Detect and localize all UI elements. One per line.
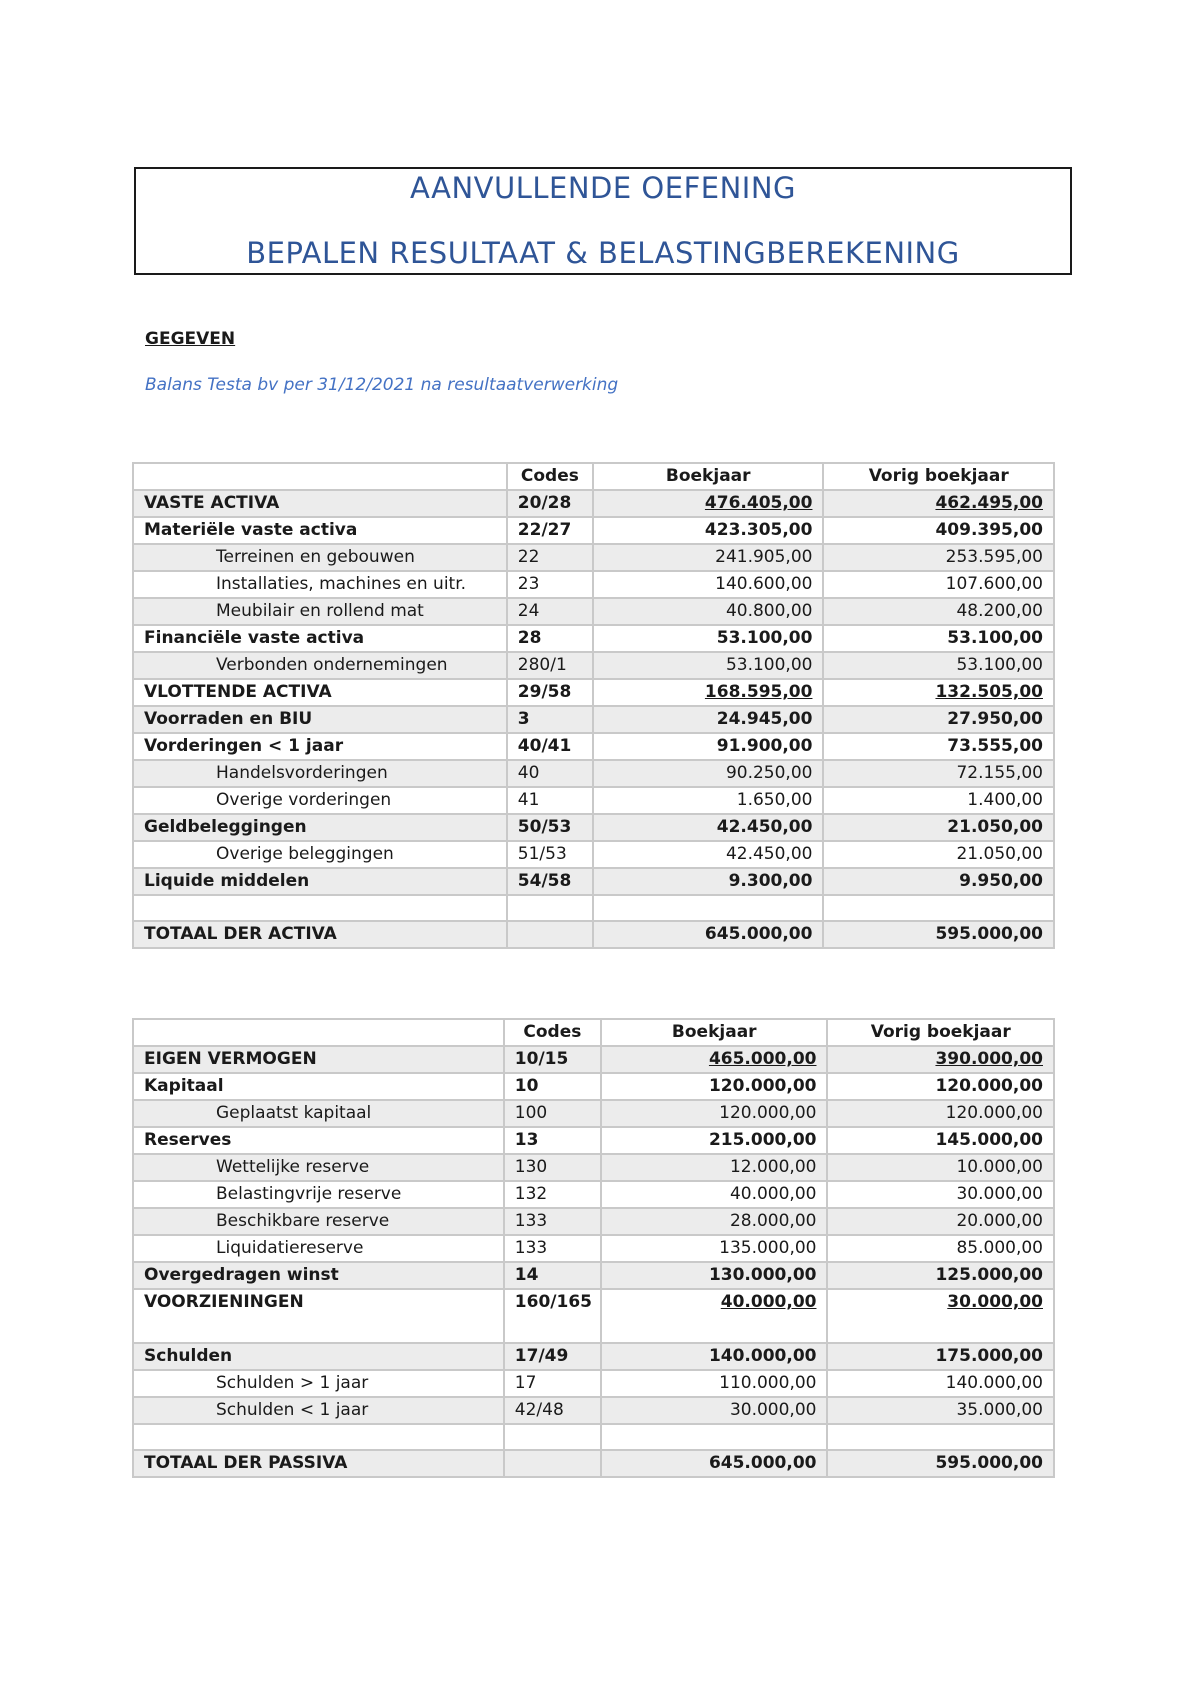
passiva-header-cell	[133, 1019, 504, 1046]
table-row	[133, 598, 1054, 625]
row-vorig-boekjaar: 145.000,00	[827, 1127, 1054, 1154]
row-boekjaar: 215.000,00	[601, 1127, 827, 1154]
row-boekjaar: 120.000,00	[601, 1100, 827, 1127]
row-vorig-boekjaar: 125.000,00	[827, 1262, 1054, 1289]
table-row	[133, 544, 1054, 571]
row-label: Overgedragen winst	[133, 1262, 504, 1289]
row-code: 133	[504, 1235, 601, 1262]
activa-header-cell: Vorig boekjaar	[823, 463, 1054, 490]
row-vorig-boekjaar: 140.000,00	[827, 1370, 1054, 1397]
row-boekjaar: 1.650,00	[593, 787, 824, 814]
row-vorig-boekjaar: 462.495,00	[823, 490, 1054, 517]
row-boekjaar: 12.000,00	[601, 1154, 827, 1181]
row-code	[507, 895, 593, 921]
row-code: 40	[507, 760, 593, 787]
table-row	[133, 1127, 1054, 1154]
row-vorig-boekjaar: 72.155,00	[823, 760, 1054, 787]
row-boekjaar: 110.000,00	[601, 1370, 827, 1397]
table-row	[133, 841, 1054, 868]
section-heading: GEGEVEN	[145, 329, 236, 349]
row-code: 14	[504, 1262, 601, 1289]
row-vorig-boekjaar: 409.395,00	[823, 517, 1054, 544]
passiva-table	[132, 1018, 1055, 1478]
row-label: TOTAAL DER ACTIVA	[133, 921, 507, 948]
passiva-header-cell: Vorig boekjaar	[827, 1019, 1054, 1046]
row-boekjaar: 476.405,00	[593, 490, 824, 517]
row-boekjaar: 168.595,00	[593, 679, 824, 706]
row-label: Installaties, machines en uitr.	[133, 571, 507, 598]
row-vorig-boekjaar: 107.600,00	[823, 571, 1054, 598]
row-code: 23	[507, 571, 593, 598]
activa-header-cell: Codes	[507, 463, 593, 490]
row-vorig-boekjaar: 30.000,00	[827, 1181, 1054, 1208]
row-vorig-boekjaar: 175.000,00	[827, 1343, 1054, 1370]
table-row	[133, 679, 1054, 706]
row-code: 41	[507, 787, 593, 814]
row-label: Overige vorderingen	[133, 787, 507, 814]
table-row	[133, 571, 1054, 598]
row-vorig-boekjaar: 253.595,00	[823, 544, 1054, 571]
row-label: Wettelijke reserve	[133, 1154, 504, 1181]
row-boekjaar	[593, 895, 824, 921]
row-code: 130	[504, 1154, 601, 1181]
row-boekjaar: 135.000,00	[601, 1235, 827, 1262]
title-box	[134, 167, 1072, 275]
row-label: EIGEN VERMOGEN	[133, 1046, 504, 1073]
row-code: 17	[504, 1370, 601, 1397]
row-code: 280/1	[507, 652, 593, 679]
table-row	[133, 733, 1054, 760]
table-row	[133, 1289, 1054, 1343]
row-code: 50/53	[507, 814, 593, 841]
row-boekjaar: 24.945,00	[593, 706, 824, 733]
row-boekjaar: 423.305,00	[593, 517, 824, 544]
row-code: 13	[504, 1127, 601, 1154]
row-boekjaar: 40.000,00	[601, 1289, 827, 1343]
row-code: 22/27	[507, 517, 593, 544]
row-code: 10/15	[504, 1046, 601, 1073]
activa-header-row	[133, 463, 1054, 490]
row-vorig-boekjaar: 85.000,00	[827, 1235, 1054, 1262]
row-code: 22	[507, 544, 593, 571]
row-vorig-boekjaar: 35.000,00	[827, 1397, 1054, 1424]
row-vorig-boekjaar: 48.200,00	[823, 598, 1054, 625]
row-label: VASTE ACTIVA	[133, 490, 507, 517]
row-boekjaar: 53.100,00	[593, 652, 824, 679]
row-code: 3	[507, 706, 593, 733]
activa-table	[132, 462, 1055, 949]
row-label: Liquide middelen	[133, 868, 507, 895]
row-code: 10	[504, 1073, 601, 1100]
row-label: Geplaatst kapitaal	[133, 1100, 504, 1127]
row-boekjaar: 140.000,00	[601, 1343, 827, 1370]
title-line-2: BEPALEN RESULTAAT & BELASTINGBEREKENING	[246, 236, 960, 270]
row-vorig-boekjaar: 53.100,00	[823, 652, 1054, 679]
row-vorig-boekjaar: 73.555,00	[823, 733, 1054, 760]
row-code: 133	[504, 1208, 601, 1235]
row-code: 20/28	[507, 490, 593, 517]
table-row	[133, 1073, 1054, 1100]
row-label: Schulden < 1 jaar	[133, 1397, 504, 1424]
row-code	[507, 921, 593, 948]
row-vorig-boekjaar	[823, 895, 1054, 921]
row-label: Schulden > 1 jaar	[133, 1370, 504, 1397]
row-code: 54/58	[507, 868, 593, 895]
table-row	[133, 787, 1054, 814]
row-code: 17/49	[504, 1343, 601, 1370]
row-label: Liquidatiereserve	[133, 1235, 504, 1262]
row-label: Geldbeleggingen	[133, 814, 507, 841]
row-boekjaar: 241.905,00	[593, 544, 824, 571]
table-row	[133, 706, 1054, 733]
row-boekjaar: 9.300,00	[593, 868, 824, 895]
table-row	[133, 1397, 1054, 1424]
row-boekjaar: 42.450,00	[593, 841, 824, 868]
row-label: Kapitaal	[133, 1073, 504, 1100]
table-row	[133, 1181, 1054, 1208]
row-code: 40/41	[507, 733, 593, 760]
row-code: 29/58	[507, 679, 593, 706]
row-label: Materiële vaste activa	[133, 517, 507, 544]
row-label: Beschikbare reserve	[133, 1208, 504, 1235]
row-label: TOTAAL DER PASSIVA	[133, 1450, 504, 1477]
row-code	[504, 1424, 601, 1450]
row-boekjaar: 30.000,00	[601, 1397, 827, 1424]
row-boekjaar: 91.900,00	[593, 733, 824, 760]
row-boekjaar: 465.000,00	[601, 1046, 827, 1073]
activa-header-cell: Boekjaar	[593, 463, 824, 490]
row-vorig-boekjaar: 53.100,00	[823, 625, 1054, 652]
row-boekjaar: 645.000,00	[593, 921, 824, 948]
row-vorig-boekjaar: 9.950,00	[823, 868, 1054, 895]
table-row	[133, 1370, 1054, 1397]
row-vorig-boekjaar: 120.000,00	[827, 1073, 1054, 1100]
table-row	[133, 760, 1054, 787]
table-row	[133, 1424, 1054, 1450]
row-label: Verbonden ondernemingen	[133, 652, 507, 679]
table-row	[133, 1262, 1054, 1289]
row-vorig-boekjaar: 1.400,00	[823, 787, 1054, 814]
table-row	[133, 625, 1054, 652]
row-vorig-boekjaar: 120.000,00	[827, 1100, 1054, 1127]
table-row	[133, 517, 1054, 544]
row-label: Belastingvrije reserve	[133, 1181, 504, 1208]
row-label	[133, 895, 507, 921]
table-row	[133, 1208, 1054, 1235]
row-boekjaar: 130.000,00	[601, 1262, 827, 1289]
row-code: 24	[507, 598, 593, 625]
row-vorig-boekjaar: 595.000,00	[827, 1450, 1054, 1477]
row-boekjaar: 645.000,00	[601, 1450, 827, 1477]
row-label: Reserves	[133, 1127, 504, 1154]
title-line-1: AANVULLENDE OEFENING	[409, 171, 796, 205]
row-vorig-boekjaar	[827, 1424, 1054, 1450]
row-label: Handelsvorderingen	[133, 760, 507, 787]
row-boekjaar: 120.000,00	[601, 1073, 827, 1100]
row-code: 42/48	[504, 1397, 601, 1424]
table-row	[133, 1450, 1054, 1477]
row-code: 132	[504, 1181, 601, 1208]
row-boekjaar: 40.000,00	[601, 1181, 827, 1208]
row-boekjaar: 40.800,00	[593, 598, 824, 625]
table-row	[133, 895, 1054, 921]
row-boekjaar: 42.450,00	[593, 814, 824, 841]
row-vorig-boekjaar: 21.050,00	[823, 841, 1054, 868]
table-row	[133, 490, 1054, 517]
table-row	[133, 1343, 1054, 1370]
row-label: Financiële vaste activa	[133, 625, 507, 652]
table-row	[133, 652, 1054, 679]
row-boekjaar: 28.000,00	[601, 1208, 827, 1235]
table-row	[133, 868, 1054, 895]
row-boekjaar: 140.600,00	[593, 571, 824, 598]
passiva-header-cell: Codes	[504, 1019, 601, 1046]
row-vorig-boekjaar: 21.050,00	[823, 814, 1054, 841]
row-label: Meubilair en rollend mat	[133, 598, 507, 625]
row-label: VOORZIENINGEN	[133, 1289, 504, 1343]
row-vorig-boekjaar: 10.000,00	[827, 1154, 1054, 1181]
row-vorig-boekjaar: 595.000,00	[823, 921, 1054, 948]
row-code: 100	[504, 1100, 601, 1127]
table-row	[133, 1154, 1054, 1181]
table-row	[133, 921, 1054, 948]
row-boekjaar: 53.100,00	[593, 625, 824, 652]
passiva-header-cell: Boekjaar	[601, 1019, 827, 1046]
row-vorig-boekjaar: 132.505,00	[823, 679, 1054, 706]
row-label: VLOTTENDE ACTIVA	[133, 679, 507, 706]
row-label: Terreinen en gebouwen	[133, 544, 507, 571]
row-vorig-boekjaar: 27.950,00	[823, 706, 1054, 733]
row-code: 51/53	[507, 841, 593, 868]
row-label: Voorraden en BIU	[133, 706, 507, 733]
row-label: Schulden	[133, 1343, 504, 1370]
balance-subtitle: Balans Testa bv per 31/12/2021 na resultaatverwerking	[145, 375, 619, 395]
table-row	[133, 1046, 1054, 1073]
row-label: Vorderingen < 1 jaar	[133, 733, 507, 760]
passiva-header-row	[133, 1019, 1054, 1046]
row-code: 28	[507, 625, 593, 652]
row-code	[504, 1450, 601, 1477]
row-vorig-boekjaar: 20.000,00	[827, 1208, 1054, 1235]
row-label	[133, 1424, 504, 1450]
table-row	[133, 1235, 1054, 1262]
row-vorig-boekjaar: 30.000,00	[827, 1289, 1054, 1343]
row-vorig-boekjaar: 390.000,00	[827, 1046, 1054, 1073]
table-row	[133, 1100, 1054, 1127]
row-boekjaar	[601, 1424, 827, 1450]
row-boekjaar: 90.250,00	[593, 760, 824, 787]
row-code: 160/165	[504, 1289, 601, 1343]
table-row	[133, 814, 1054, 841]
activa-header-cell	[133, 463, 507, 490]
row-label: Overige beleggingen	[133, 841, 507, 868]
